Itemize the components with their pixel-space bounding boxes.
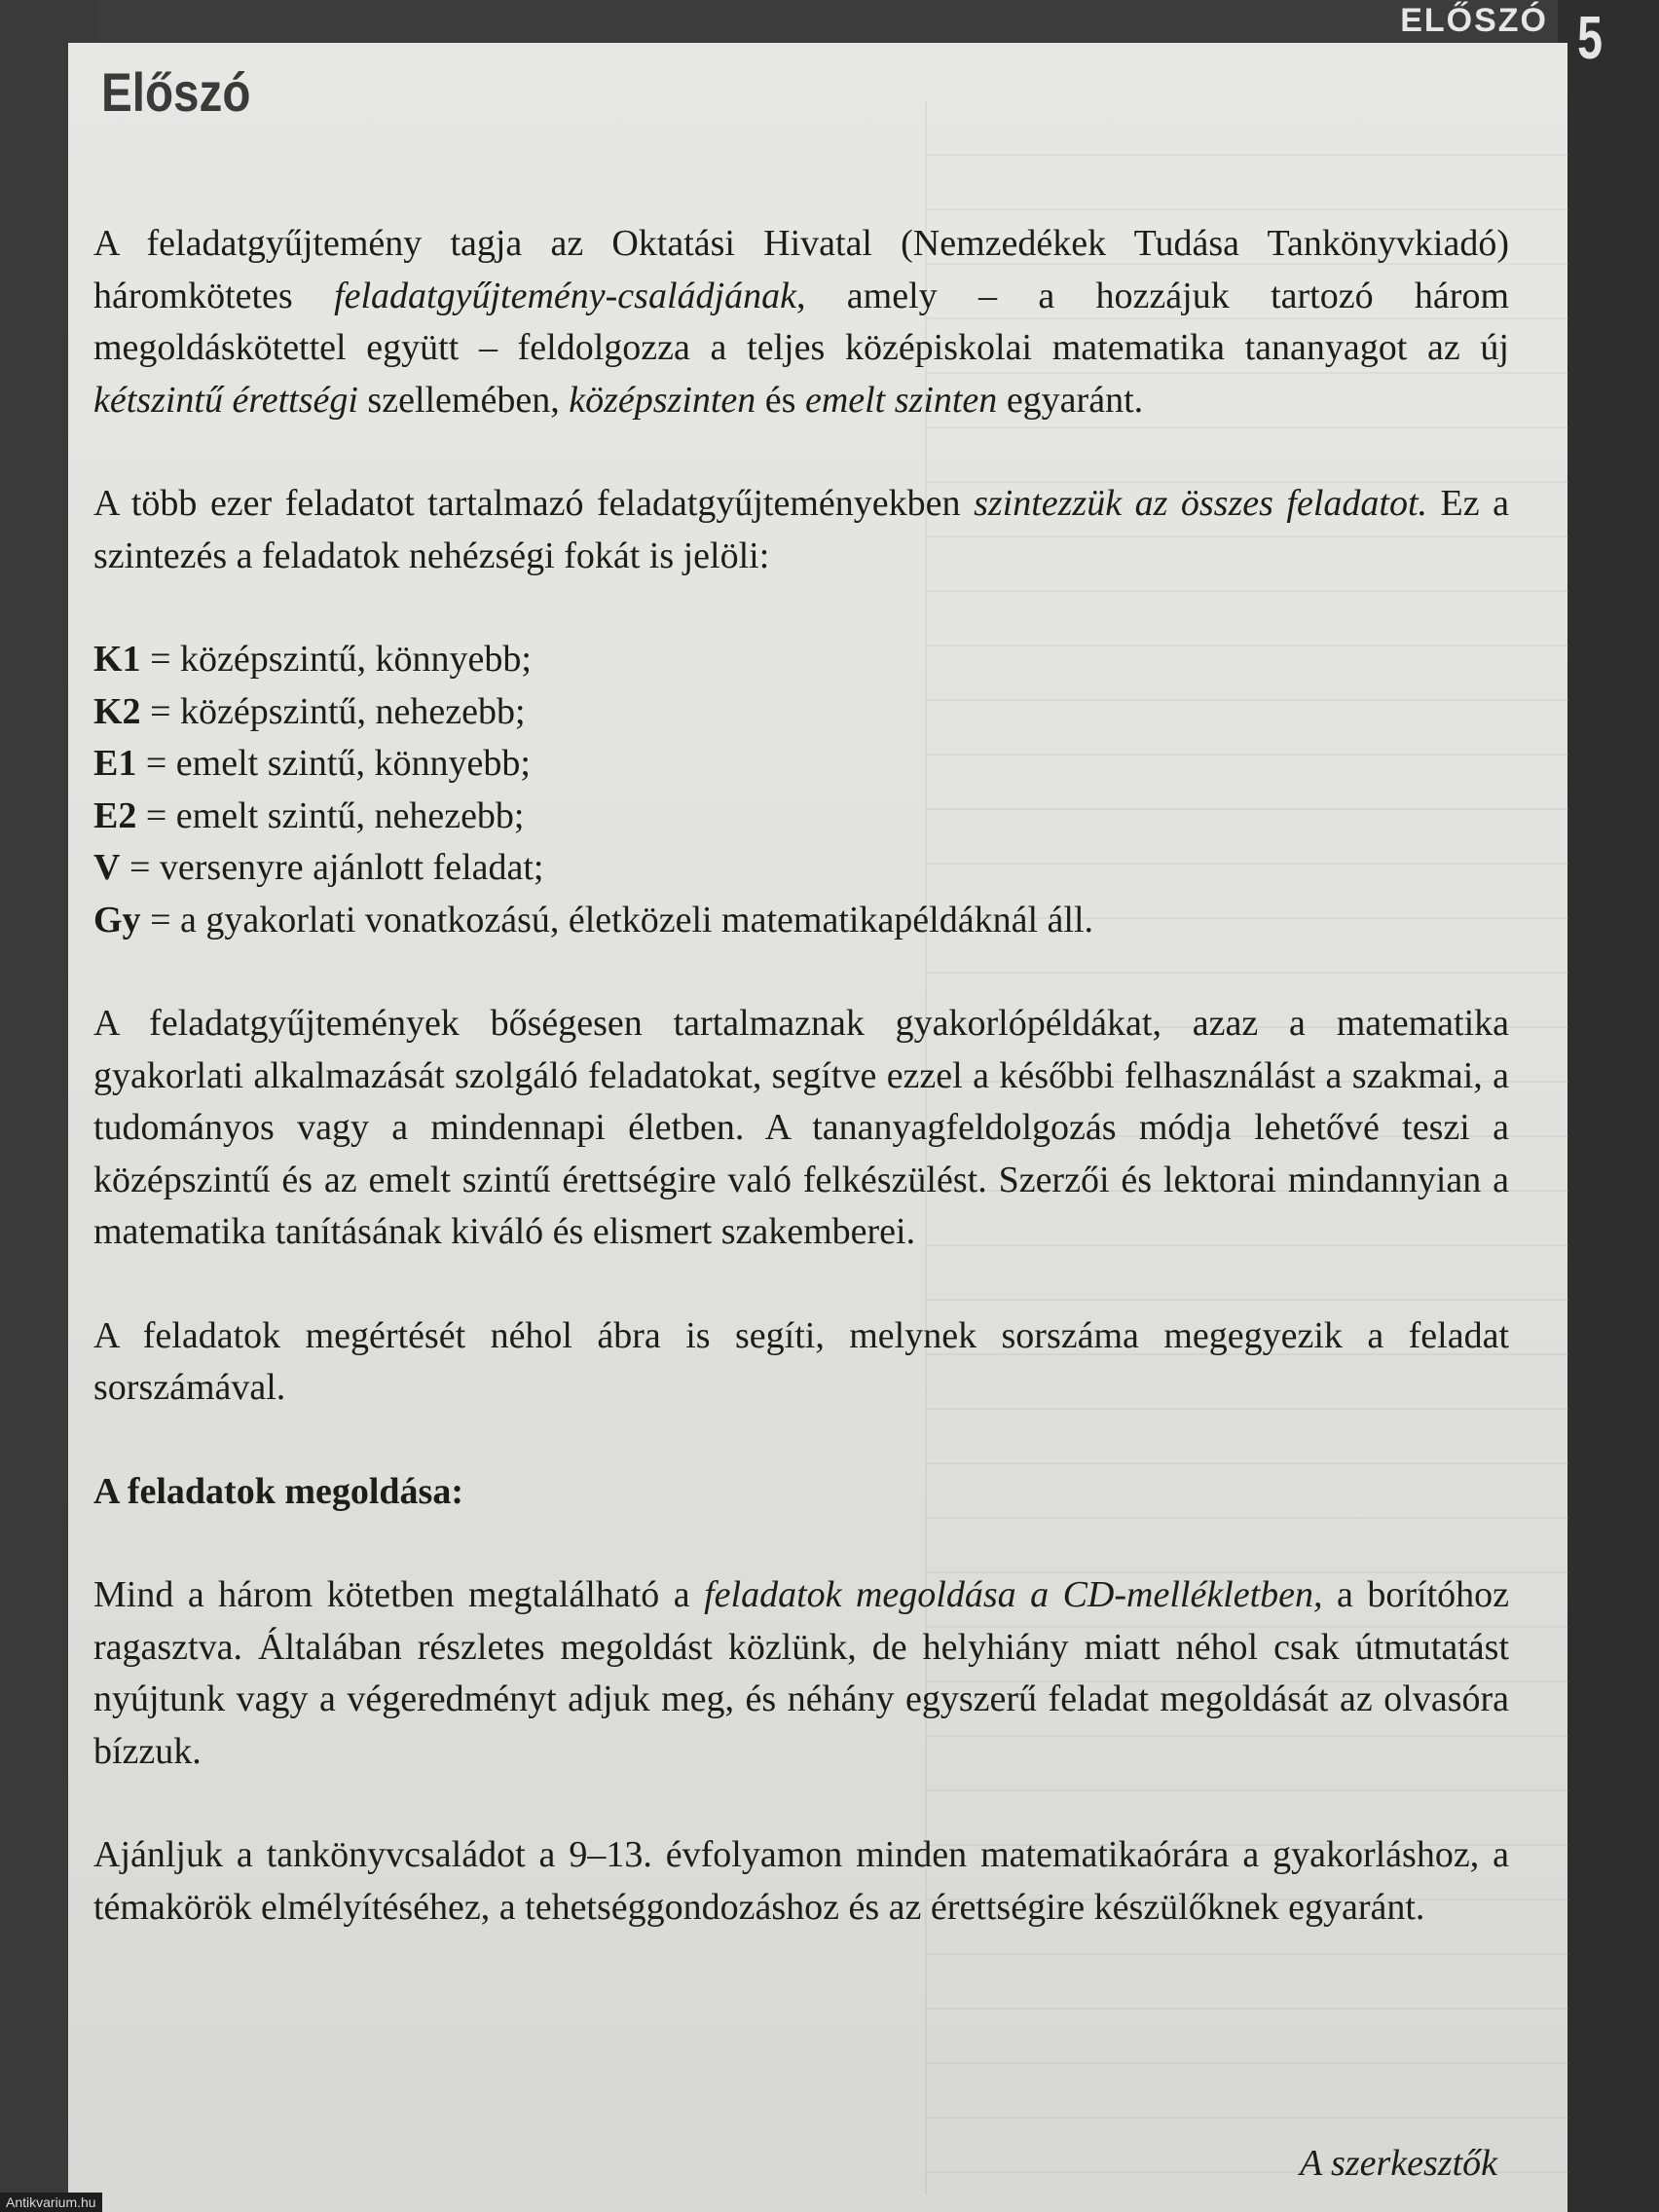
paragraph-levels-intro [93,478,1509,582]
italic-run: feladatok megoldása a CD-mellékletben, [704,1574,1323,1615]
level-code: E2 [93,794,137,836]
level-definition [93,895,1509,947]
level-description: = emelt szintű, könnyebb; [136,743,531,784]
level-code: Gy [93,899,141,940]
text-run: Mind a három kötetben megtalálható a [93,1574,705,1615]
level-definition [93,738,1509,791]
text-run: és [756,379,805,421]
paragraph-solutions [93,1569,1509,1778]
editors-signature: A szerkesztők [1300,2143,1497,2184]
text-run: egyaránt. [997,379,1144,421]
paragraph-intro [93,218,1509,426]
italic-run: feladatgyűjtemény-családjának [334,275,796,316]
text-run: A feladatgyűjtemény tagja az Oktatási Hivatal (Nemzedékek Tudása Tankönyvkiadó) háromkötetes [93,223,1509,316]
level-code: V [93,847,121,888]
level-definition [93,634,1509,686]
level-description: = középszintű, nehezebb; [140,690,526,732]
page-title: Előszó [101,61,251,123]
paragraph-recommendation: Ajánljuk a tankönyvcsaládot a 9–13. évfolyamon minden matematikaórára a gyakorláshoz, a témakörök elmélyítéséhez, a tehetséggondozáshoz és az érettségire készülőknek egyaránt. [93,1834,1509,1928]
text-run: A több ezer feladatot tartalmazó feladatgyűjteményekben [93,483,975,524]
italic-run: középszinten [569,379,756,421]
text-run: a borítóhoz ragasztva. Általában részletes megoldást közlünk, de helyhiány miatt néhol csak útmutatást nyújtunk vagy a végeredményt adjuk meg, és néhány egyszerű feladat megoldását az olvasóra bízzuk. [93,1574,1509,1772]
level-definition [93,791,1509,843]
level-definition [93,842,1509,895]
level-definitions-list [93,634,1509,946]
watermark-label: Antikvarium.hu [0,2193,102,2212]
level-description: = középszintű, könnyebb; [140,639,532,680]
level-description: = a gyakorlati vonatkozású, életközeli matematikapéldáknál áll. [140,899,1094,940]
running-header-bar [97,0,1558,43]
text-run: szellemében, [357,379,570,421]
level-code: E1 [93,743,137,784]
level-description: = emelt szintű, nehezebb; [136,794,525,836]
level-definition [93,686,1509,739]
text-run: , amely – a hozzájuk tartozó három megoldáskötettel együtt – feldolgozza a teljes középiskolai matematika tananyagot az új [93,275,1510,368]
text-run: Ez a szintezés a feladatok nehézségi fokát is jelöli: [93,483,1510,576]
level-code: K1 [93,639,141,680]
paragraph-figures: A feladatok megértését néhol ábra is segíti, melynek sorszáma megegyezik a feladat sorszámával. [93,1314,1509,1408]
solutions-heading: A feladatok megoldása: [93,1470,463,1512]
page-number: 5 [1577,5,1603,72]
italic-run: szintezzük az összes feladatot. [974,483,1428,524]
italic-run: emelt szinten [804,379,998,421]
level-description: = versenyre ajánlott feladat; [120,847,544,888]
paragraph-practice: A feladatgyűjtemények bőségesen tartalmaznak gyakorlópéldákat, azaz a matematika gyakorlati alkalmazását szolgáló feladatokat, segítve ezzel a későbbi felhasználást a szakmai, a tudományos vagy a mindennapi életben. A tananyagfeldolgozás módja lehetővé teszi a középszintű és az emelt szintű érettségire való felkészülést. Szerzői és lektorai mindannyian a matematika tanításának kiváló és elismert szakemberei. [93,1003,1509,1252]
page-body [93,218,1509,1934]
running-title: ELŐSZÓ [1400,2,1548,39]
italic-run: kétszintű érettségi [93,379,358,421]
level-code: K2 [93,690,141,732]
